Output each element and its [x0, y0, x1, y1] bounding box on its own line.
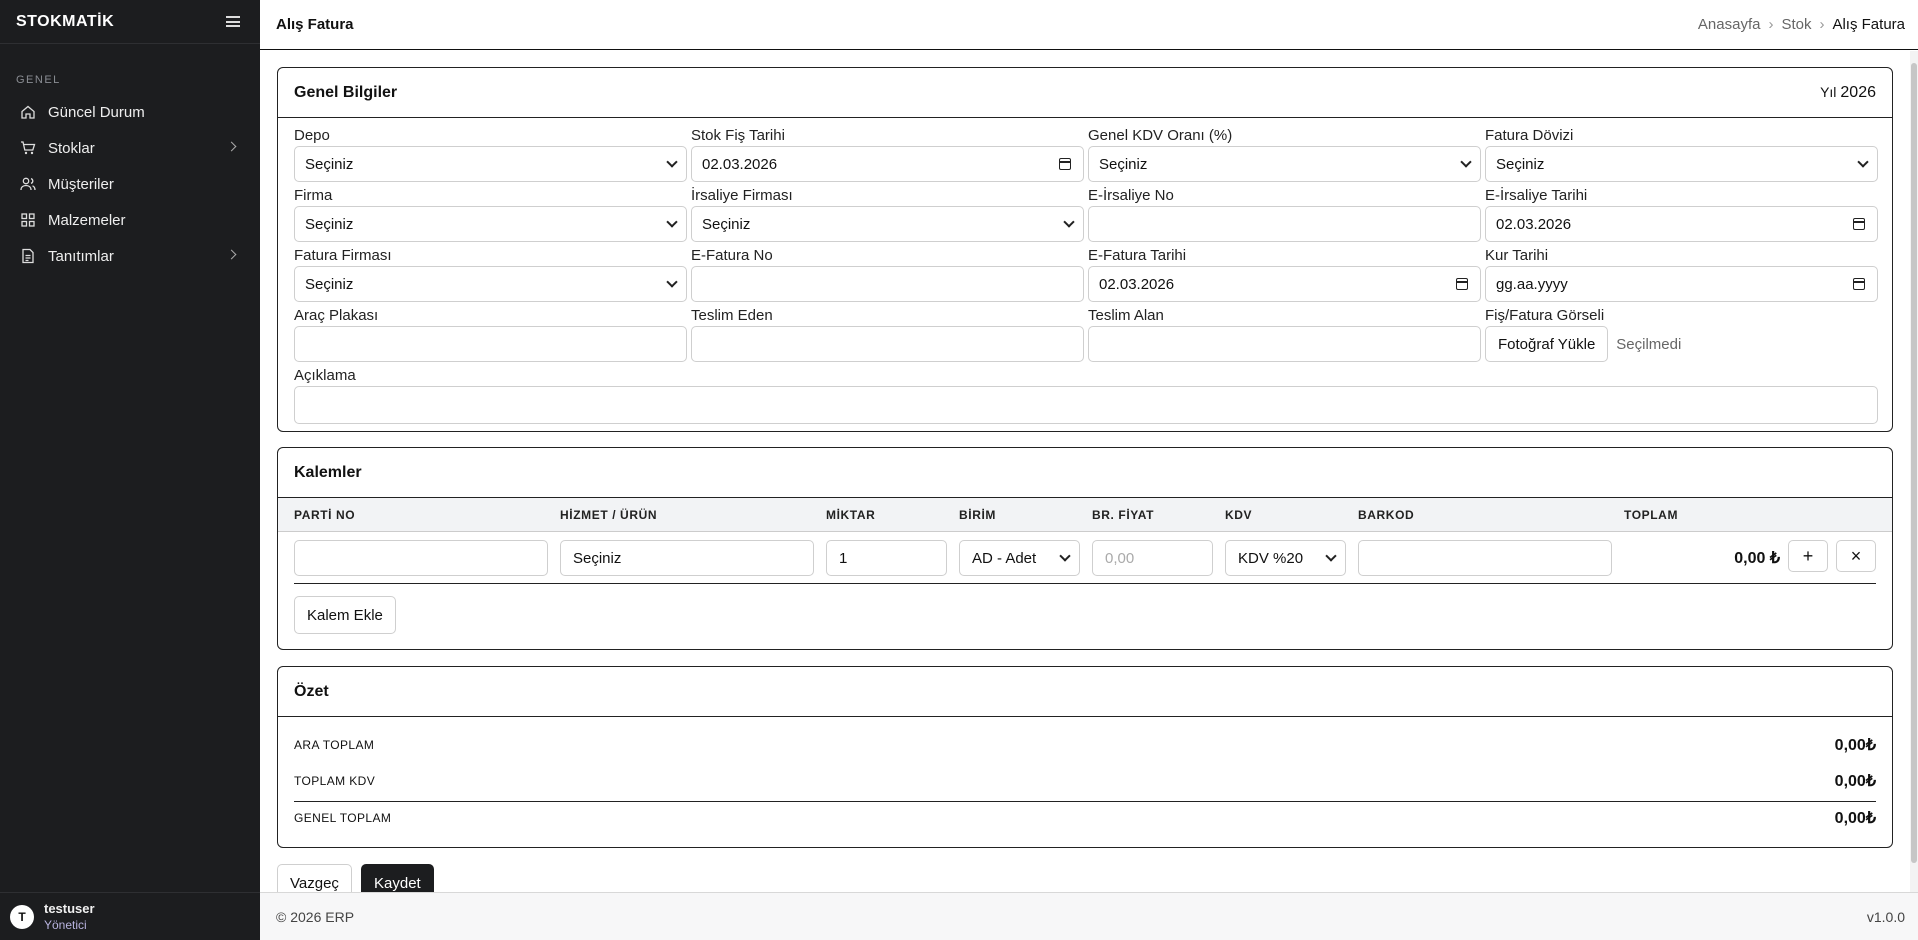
home-icon [20, 104, 36, 120]
product-select[interactable]: Seçiniz [560, 540, 814, 576]
field-label: E-İrsaliye Tarihi [1485, 187, 1588, 204]
field-stok-fis-tarihi [691, 126, 1084, 186]
sidebar-item-stoklar[interactable] [0, 130, 260, 166]
select-value: Seçiniz [702, 215, 751, 233]
field-firma [294, 186, 687, 246]
field-label: Teslim Alan [1088, 307, 1164, 324]
chevron-down-icon [666, 216, 677, 227]
user-name: testuser [44, 901, 95, 916]
general-info-card [277, 67, 1893, 432]
e-fatura-no-input[interactable] [691, 266, 1084, 302]
select-value: KDV %20 [1238, 549, 1304, 567]
footer-copyright: © 2026 ERP [276, 908, 355, 925]
footer [260, 892, 1918, 940]
field-label: Stok Fiş Tarihi [691, 127, 785, 144]
chevron-down-icon [1460, 156, 1471, 167]
field-arac-plakasi [294, 306, 687, 366]
fatura-firmasi-select[interactable] [294, 266, 687, 302]
input-value: 02.03.2026 [1099, 275, 1175, 293]
field-label: E-İrsaliye No [1088, 187, 1174, 204]
year-label: Yıl [1820, 83, 1837, 100]
input-value: gg.aa.yyyy [1496, 275, 1568, 293]
brand-logo[interactable]: STOKMATİK [16, 12, 115, 30]
field-label: İrsaliye Firması [691, 187, 793, 204]
field-aciklama [294, 366, 1878, 428]
field-label: Fatura Firması [294, 247, 392, 264]
document-icon [20, 248, 36, 264]
fatura-dovizi-select[interactable] [1485, 146, 1878, 182]
field-label: Araç Plakası [294, 307, 379, 324]
unit-price-input[interactable] [1092, 540, 1213, 576]
aciklama-input[interactable] [294, 386, 1878, 424]
sidebar-item-guncel-durum[interactable] [0, 94, 260, 130]
scrollbar-thumb[interactable] [1911, 63, 1917, 863]
sidebar-item-malzemeler[interactable] [0, 202, 260, 238]
sidebar-brand [0, 0, 260, 44]
column-header: TOPLAM [1624, 507, 1679, 522]
remove-row-button[interactable] [1836, 540, 1876, 572]
field-label: E-Fatura Tarihi [1088, 247, 1187, 264]
sidebar-item-label: Tanıtımlar [48, 247, 114, 265]
footer-version: v1.0.0 [1866, 908, 1905, 925]
items-card [277, 447, 1893, 650]
sidebar-item-label: Güncel Durum [48, 103, 145, 121]
breadcrumb-home-link[interactable]: Anasayfa [1697, 16, 1761, 33]
breadcrumb-current: Alış Fatura [1832, 16, 1905, 33]
sidebar-item-tanitimlar[interactable] [0, 238, 260, 274]
breadcrumb-separator-icon: › [1768, 16, 1774, 33]
general-form [278, 118, 1892, 428]
teslim-alan-input[interactable] [1088, 326, 1481, 362]
e-fatura-tarihi-input[interactable] [1088, 266, 1481, 302]
field-label: Fatura Dövizi [1485, 127, 1574, 144]
sidebar-item-label: Stoklar [48, 139, 95, 157]
add-row-button[interactable] [1788, 540, 1828, 572]
select-value: AD - Adet [972, 549, 1037, 567]
main-content [260, 51, 1910, 892]
year-display [1820, 84, 1876, 102]
field-label: Teslim Eden [691, 307, 773, 324]
teslim-eden-input[interactable] [691, 326, 1084, 362]
column-header: PARTİ NO [294, 507, 356, 522]
e-irsaliye-no-input[interactable] [1088, 206, 1481, 242]
hamburger-menu-icon[interactable] [226, 16, 240, 27]
calendar-icon[interactable] [1456, 278, 1468, 290]
breadcrumb-separator-icon: › [1819, 16, 1825, 33]
kdv-select[interactable] [1225, 540, 1346, 576]
column-header: BR. FİYAT [1092, 507, 1155, 522]
field-teslim-alan [1088, 306, 1481, 366]
items-table-header [278, 498, 1892, 532]
calendar-icon[interactable] [1059, 158, 1071, 170]
summary-total-kdv [278, 763, 1892, 799]
input-value: 02.03.2026 [1496, 215, 1572, 233]
card-header [278, 448, 1892, 498]
field-e-fatura-tarihi [1088, 246, 1481, 306]
field-label: Genel KDV Oranı (%) [1088, 127, 1233, 144]
column-header: KDV [1225, 507, 1253, 522]
summary-value: 0,00₺ [1834, 737, 1876, 754]
table-row [294, 532, 1876, 584]
breadcrumb-stok-link[interactable]: Stok [1781, 16, 1812, 33]
chevron-down-icon [1325, 550, 1336, 561]
field-e-irsaliye-no [1088, 186, 1481, 246]
firma-select[interactable] [294, 206, 687, 242]
field-label: Firma [294, 187, 333, 204]
scrollbar[interactable] [1910, 51, 1918, 892]
field-kdv-orani [1088, 126, 1481, 186]
field-fatura-dovizi [1485, 126, 1878, 186]
breadcrumb [1698, 16, 1905, 33]
card-title: Genel Bilgiler [294, 83, 398, 101]
card-title: Özet [294, 682, 329, 700]
summary-subtotal [278, 727, 1892, 763]
chevron-right-icon [227, 142, 237, 152]
grid-icon [20, 212, 36, 228]
barcode-input[interactable] [1358, 540, 1612, 576]
summary-value: 0,00₺ [1834, 810, 1876, 827]
summary-card [277, 666, 1893, 848]
sidebar-item-musteriler[interactable] [0, 166, 260, 202]
field-label: Fiş/Fatura Görseli [1485, 307, 1605, 324]
field-gorsel [1485, 306, 1878, 366]
field-depo [294, 126, 687, 186]
calendar-icon[interactable] [1853, 218, 1865, 230]
card-header [278, 68, 1892, 118]
calendar-icon[interactable] [1853, 278, 1865, 290]
field-kur-tarihi [1485, 246, 1878, 306]
user-profile[interactable] [0, 892, 260, 940]
page-title: Alış Fatura [276, 16, 354, 33]
plus-icon: + [1802, 545, 1814, 566]
select-value: Seçiniz [1496, 155, 1545, 173]
chevron-down-icon [1857, 156, 1868, 167]
file-upload [1485, 326, 1878, 362]
year-value: 2026 [1840, 83, 1876, 101]
chevron-down-icon [1063, 216, 1074, 227]
arac-plakasi-input[interactable] [294, 326, 687, 362]
stok-fis-tarihi-input[interactable] [691, 146, 1084, 182]
parti-no-input[interactable] [294, 540, 548, 576]
chevron-down-icon [666, 276, 677, 287]
users-icon [20, 176, 36, 192]
field-label: Açıklama [294, 367, 356, 384]
depo-select[interactable] [294, 146, 687, 182]
row-total: 0,00 ₺ [1734, 550, 1780, 567]
sidebar [0, 0, 260, 940]
field-label: Depo [294, 127, 330, 144]
select-value: Seçiniz [305, 275, 354, 293]
chevron-down-icon [666, 156, 677, 167]
select-value: Seçiniz [305, 215, 354, 233]
cancel-button[interactable]: Vazgeç [277, 864, 352, 892]
add-item-button[interactable]: Kalem Ekle [294, 596, 396, 634]
chevron-right-icon [227, 250, 237, 260]
save-button[interactable]: Kaydet [361, 864, 434, 892]
avatar: T [10, 905, 34, 929]
column-header: HİZMET / ÜRÜN [560, 507, 658, 522]
field-label: E-Fatura No [691, 247, 773, 264]
summary-label: TOPLAM KDV [294, 774, 376, 788]
irsaliye-firmasi-select[interactable] [691, 206, 1084, 242]
nav-section-title: GENEL [16, 74, 61, 86]
summary-label: ARA TOPLAM [294, 738, 375, 752]
file-status: Seçilmedi [1616, 335, 1682, 353]
cart-icon [20, 140, 36, 156]
sidebar-item-label: Malzemeler [48, 211, 126, 229]
summary-grand-total [278, 802, 1892, 834]
column-header: BARKOD [1358, 507, 1415, 522]
field-e-fatura-no [691, 246, 1084, 306]
summary-label: GENEL TOPLAM [294, 811, 392, 825]
field-fatura-firmasi [294, 246, 687, 306]
input-placeholder: 0,00 [1105, 549, 1135, 567]
field-teslim-eden [691, 306, 1084, 366]
close-icon: × [1850, 545, 1862, 566]
select-value: Seçiniz [305, 155, 354, 173]
quantity-input[interactable]: 1 [826, 540, 947, 576]
chevron-down-icon [1059, 550, 1070, 561]
input-value: 02.03.2026 [702, 155, 778, 173]
unit-select[interactable] [959, 540, 1080, 576]
field-irsaliye-firmasi [691, 186, 1084, 246]
kdv-orani-select[interactable] [1088, 146, 1481, 182]
top-header [260, 0, 1918, 50]
field-e-irsaliye-tarihi [1485, 186, 1878, 246]
summary-value: 0,00₺ [1834, 773, 1876, 790]
field-label: Kur Tarihi [1485, 247, 1549, 264]
sidebar-item-label: Müşteriler [48, 175, 114, 193]
user-role: Yönetici [44, 918, 87, 932]
e-irsaliye-tarihi-input[interactable] [1485, 206, 1878, 242]
select-value: Seçiniz [1099, 155, 1148, 173]
column-header: MİKTAR [826, 507, 876, 522]
upload-photo-button[interactable]: Fotoğraf Yükle [1485, 326, 1608, 362]
card-header [278, 667, 1892, 717]
card-title: Kalemler [294, 463, 362, 481]
column-header: BİRİM [959, 507, 996, 522]
kur-tarihi-input[interactable] [1485, 266, 1878, 302]
